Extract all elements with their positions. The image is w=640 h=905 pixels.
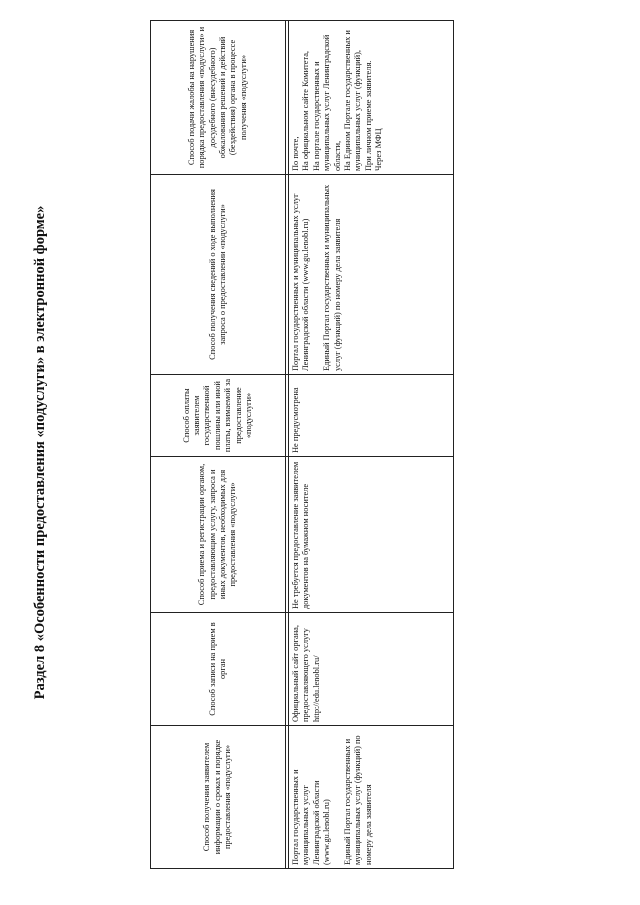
cell-status-method: Портал государственных и муниципальных услуг Ленинградской области (www.gu.lenobl.ru) Единый Портал государственных и муниципальных услуг (функций) по номеру дела заявителя (289, 175, 454, 375)
services-table (150, 20, 454, 869)
header-cell-request-method: Способ приема и регистрации органом, предоставляющим услугу, запроса и иных документов, необходимых для предоставления «подуслуги» (151, 457, 286, 613)
cell-complaint-method: По почте, На официальном сайте Комитета, На портале государственных и муниципальных услуг Ленинградской области, На Едином Портале государственных и муниципальных услуг (функций), При личном приеме заявителя. Через МФЦ (289, 21, 454, 175)
cell-payment-method: Не предусмотрена (289, 375, 454, 457)
header-cell-payment-method: Способ оплаты заявителем государственной пошлины или иной платы, взимаемой за предоставление «подуслуги» (151, 375, 286, 457)
cell-info-method: Портал государственных и муниципальных услуг Ленинградской области (www.gu.lenobl.ru) Единый Портал государственных и муниципальных услуг (функций) по номеру дела заявителя (289, 726, 454, 869)
header-cell-info-method: Способ получения заявителем информации о сроках и порядке предоставления «подуслуги» (151, 726, 286, 869)
cell-appointment-method: Официальный сайт органа, предоставляющего услугу http://edu.lenobl.ru/ (289, 613, 454, 726)
table-row (289, 21, 454, 869)
header-cell-status-method: Способ получения сведений о ходе выполнения запроса о предоставлении «подуслуги» (151, 175, 286, 375)
cell-request-method: Не требуется предоставление заявителем документов на бумажном носителе (289, 457, 454, 613)
header-cell-complaint-method: Способ подачи жалобы на нарушения порядка предоставления «подуслуги» и досудебного (внесудебного) обжалования решений и действий (бездействия) органа в процессе получения «подуслуги» (151, 21, 286, 175)
section-title: Раздел 8 «Особенности предоставления «подуслуги» в электронной форме» (32, 205, 48, 700)
header-cell-appointment-method: Способ записи на прием в орган (151, 613, 286, 726)
header-row (151, 21, 286, 869)
